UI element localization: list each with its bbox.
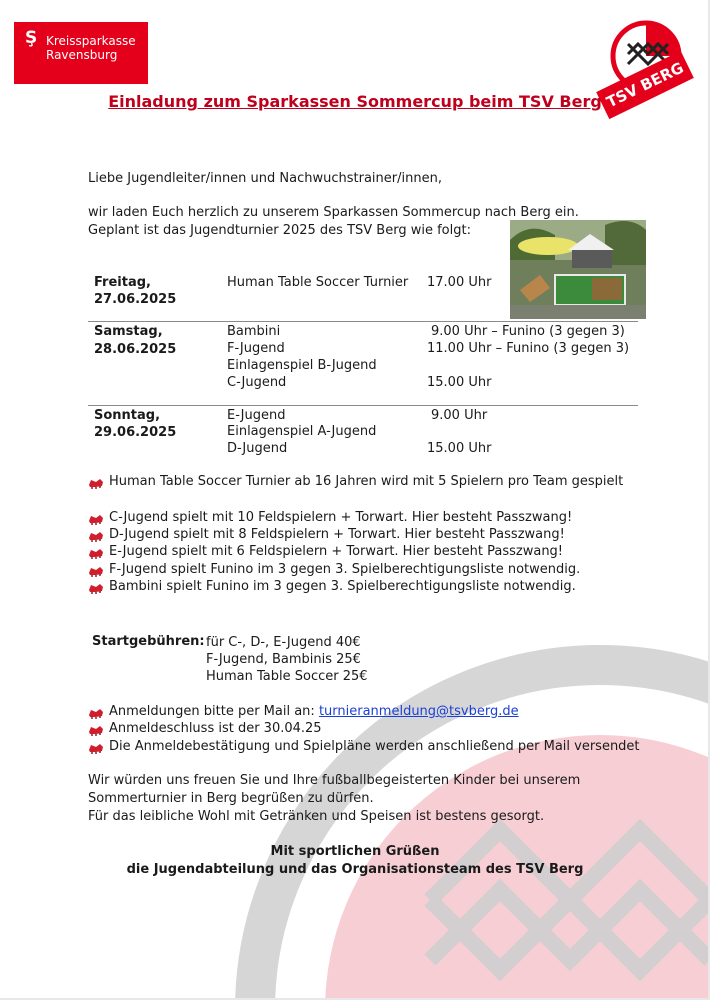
fee-line: F-Jugend, Bambinis 25€ xyxy=(206,652,361,667)
event-name: Einlagenspiel B-Jugend xyxy=(227,358,377,373)
date-saturday: 28.06.2025 xyxy=(94,342,177,357)
registration-mail-line xyxy=(109,703,519,720)
mail-prefix: Anmeldungen bitte per Mail an: xyxy=(109,704,319,719)
event-name: Bambini xyxy=(227,324,281,339)
sponsor-line2: Ravensburg xyxy=(46,48,118,62)
day-friday: Freitag, xyxy=(94,275,151,290)
sponsor-line1: Kreissparkasse xyxy=(46,34,136,48)
club-logo-text: TSV BERG xyxy=(596,51,694,119)
sparkasse-s-icon: Ş xyxy=(25,28,38,48)
event-name: Human Table Soccer Turnier xyxy=(227,275,409,290)
intro-line-1: wir laden Euch herzlich zu unserem Sparkassen Sommercup nach Berg ein. xyxy=(88,205,579,220)
soccer-shoe-bullet-icon xyxy=(88,511,104,525)
event-time: 9.00 Uhr – Funino (3 gegen 3) xyxy=(431,324,625,339)
event-time: 15.00 Uhr xyxy=(427,441,492,456)
closing-line-3: Für das leibliche Wohl mit Getränken und Speisen ist bestens gesorgt. xyxy=(88,809,545,824)
day-sunday: Sonntag, xyxy=(94,408,161,423)
event-name: Einlagenspiel A-Jugend xyxy=(227,424,377,439)
registration-email-link[interactable]: turnieranmeldung@tsvberg.de xyxy=(318,704,519,719)
fee-line: für C-, D-, E-Jugend 40€ xyxy=(206,635,361,650)
soccer-shoe-bullet-icon xyxy=(88,722,104,736)
soccer-shoe-bullet-icon xyxy=(88,528,104,542)
rule-item: F-Jugend spielt Funino im 3 gegen 3. Spielberechtigungsliste notwendig. xyxy=(109,562,581,577)
date-sunday: 29.06.2025 xyxy=(94,425,177,440)
soccer-shoe-bullet-icon xyxy=(88,705,104,719)
event-time: 11.00 Uhr – Funino (3 gegen 3) xyxy=(427,341,630,356)
soccer-shoe-bullet-icon xyxy=(88,475,104,489)
date-friday: 27.06.2025 xyxy=(94,292,177,307)
schedule-divider xyxy=(88,321,638,322)
tournament-venue-photo xyxy=(510,220,646,319)
closing-line-1: Wir würden uns freuen Sie und Ihre fußballbegeisterten Kinder bei unserem xyxy=(88,773,581,788)
fees-label: Startgebühren: xyxy=(92,634,205,649)
soccer-shoe-bullet-icon xyxy=(88,545,104,559)
sponsor-logo xyxy=(14,22,148,84)
rule-item: Bambini spielt Funino im 3 gegen 3. Spielberechtigungsliste notwendig. xyxy=(109,579,576,594)
registration-confirmation: Die Anmeldebestätigung und Spielpläne werden anschließend per Mail versendet xyxy=(109,739,640,754)
closing-line-2: Sommerturnier in Berg begrüßen zu dürfen. xyxy=(88,791,374,806)
soccer-shoe-bullet-icon xyxy=(88,580,104,594)
registration-deadline: Anmeldeschluss ist der 30.04.25 xyxy=(109,721,322,736)
sponsor-name xyxy=(46,34,136,62)
day-saturday: Samstag, xyxy=(94,324,163,339)
event-name: D-Jugend xyxy=(227,441,288,456)
fee-line: Human Table Soccer 25€ xyxy=(206,669,368,684)
page-title: Einladung zum Sparkassen Sommercup beim TSV Berg xyxy=(108,92,602,111)
rule-item: D-Jugend spielt mit 8 Feldspielern + Torwart. Hier besteht Passzwang! xyxy=(109,527,565,542)
intro-line-2: Geplant ist das Jugendturnier 2025 des TSV Berg wie folgt: xyxy=(88,223,471,238)
signature-greeting: Mit sportlichen Grüßen xyxy=(270,844,440,859)
schedule-divider xyxy=(88,405,638,406)
rule-item: C-Jugend spielt mit 10 Feldspielern + Torwart. Hier besteht Passzwang! xyxy=(109,510,573,525)
event-name: C-Jugend xyxy=(227,375,287,390)
rule-item: E-Jugend spielt mit 6 Feldspielern + Torwart. Hier besteht Passzwang! xyxy=(109,544,564,559)
signature-team: die Jugendabteilung und das Organisationsteam des TSV Berg xyxy=(126,862,584,877)
event-time: 15.00 Uhr xyxy=(427,375,492,390)
soccer-shoe-bullet-icon xyxy=(88,740,104,754)
event-name: F-Jugend xyxy=(227,341,285,356)
event-time: 9.00 Uhr xyxy=(431,408,488,423)
rule-human-table: Human Table Soccer Turnier ab 16 Jahren wird mit 5 Spielern pro Team gespielt xyxy=(109,474,624,489)
greeting: Liebe Jugendleiter/innen und Nachwuchstrainer/innen, xyxy=(88,171,442,186)
event-name: E-Jugend xyxy=(227,408,286,423)
soccer-shoe-bullet-icon xyxy=(88,563,104,577)
event-time: 17.00 Uhr xyxy=(427,275,492,290)
